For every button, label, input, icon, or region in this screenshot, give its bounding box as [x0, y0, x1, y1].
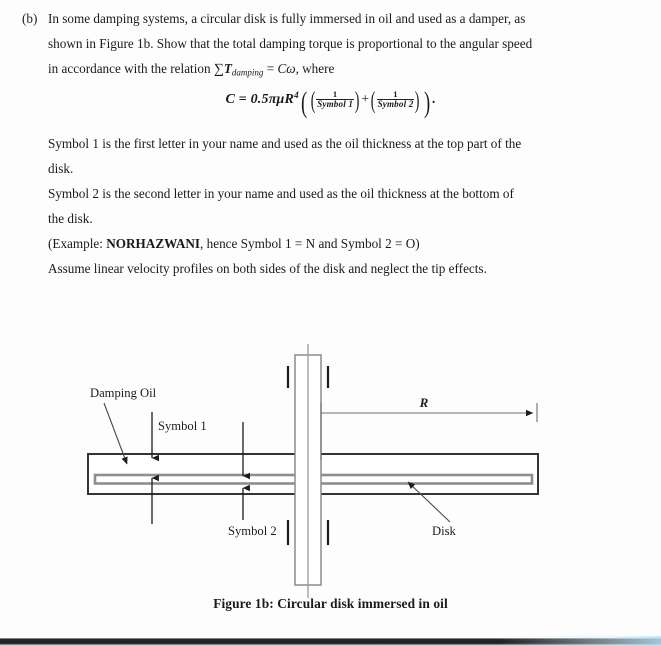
- term2-paren-open: (: [371, 88, 376, 115]
- question-line-3-text: in accordance with the relation: [48, 61, 211, 76]
- relation-trailing: , where: [295, 61, 335, 76]
- formula-lhs: C: [225, 92, 236, 107]
- note-line-3: Symbol 2 is the second letter in your name and used as the oil thickness at the bottom of: [48, 186, 514, 201]
- example-suffix: , hence Symbol 1 = N and Symbol 2 = O): [200, 236, 420, 251]
- example-line: [48, 231, 648, 256]
- damping-oil-annotation: [90, 386, 157, 464]
- torque-subscript: damping: [231, 67, 264, 78]
- term2-numerator: 1: [393, 89, 398, 100]
- radius-dimension: [321, 395, 537, 460]
- damping-oil-label: Damping Oil: [90, 386, 157, 400]
- term1-paren-open: (: [310, 88, 316, 115]
- term1-denominator: Symbol 1: [317, 99, 354, 110]
- note-line-2: disk.: [48, 161, 74, 176]
- formula-expression: [225, 86, 435, 120]
- term2-fraction: [377, 90, 415, 109]
- relation-rhs: Cω: [277, 61, 296, 76]
- note-line-1: Symbol 1 is the first letter in your name and used as the oil thickness at the top part of the: [48, 136, 522, 151]
- bottom-bar-tint: [501, 636, 661, 646]
- example-name: NORHAZWANI: [106, 236, 201, 251]
- symbol-2-label: Symbol 2: [228, 524, 277, 538]
- question-line-3: [48, 56, 648, 86]
- figure-caption: Figure 1b: Circular disk immersed in oil: [213, 596, 448, 611]
- shaft: [295, 344, 321, 598]
- damping-coefficient-formula: [0, 86, 661, 120]
- question-line-2: shown in Figure 1b. Show that the total damping torque is proportional to the angular speed: [48, 36, 533, 51]
- symbol-1-label: Symbol 1: [158, 419, 207, 433]
- formula-exponent: 4: [294, 90, 299, 101]
- term1-numerator: 1: [332, 89, 338, 100]
- outer-paren-close: ): [423, 86, 430, 119]
- question-line-1: [22, 6, 661, 31]
- question-marker: (b): [22, 11, 38, 26]
- assumption-line: Assume linear velocity profiles on both sides of the disk and neglect the tip effects.: [48, 261, 487, 276]
- question-line-1-text: In some damping systems, a circular disk is fully immersed in oil and used as a damper, as: [48, 11, 526, 26]
- note-line-4: the disk.: [48, 211, 93, 226]
- example-prefix: (Example:: [48, 236, 107, 251]
- torque-symbol: T: [223, 61, 232, 76]
- term2-paren-close: ): [415, 88, 420, 115]
- term1-fraction: [316, 90, 354, 109]
- disk-label: Disk: [432, 524, 456, 538]
- formula-equals: =: [238, 92, 247, 107]
- formula-coefficient: 0.5πμR: [250, 92, 295, 107]
- radius-label: R: [419, 395, 429, 410]
- equals-sign: =: [266, 61, 275, 76]
- term2-denominator: Symbol 2: [377, 99, 414, 110]
- outer-paren-open: (: [300, 86, 308, 119]
- formula-plus: +: [361, 92, 370, 107]
- sigma-symbol: ∑: [213, 62, 224, 77]
- figure-1b-diagram: [0, 330, 661, 610]
- page-bottom-bar: [0, 636, 661, 646]
- formula-period: .: [431, 92, 436, 107]
- term1-paren-close: ): [354, 88, 360, 115]
